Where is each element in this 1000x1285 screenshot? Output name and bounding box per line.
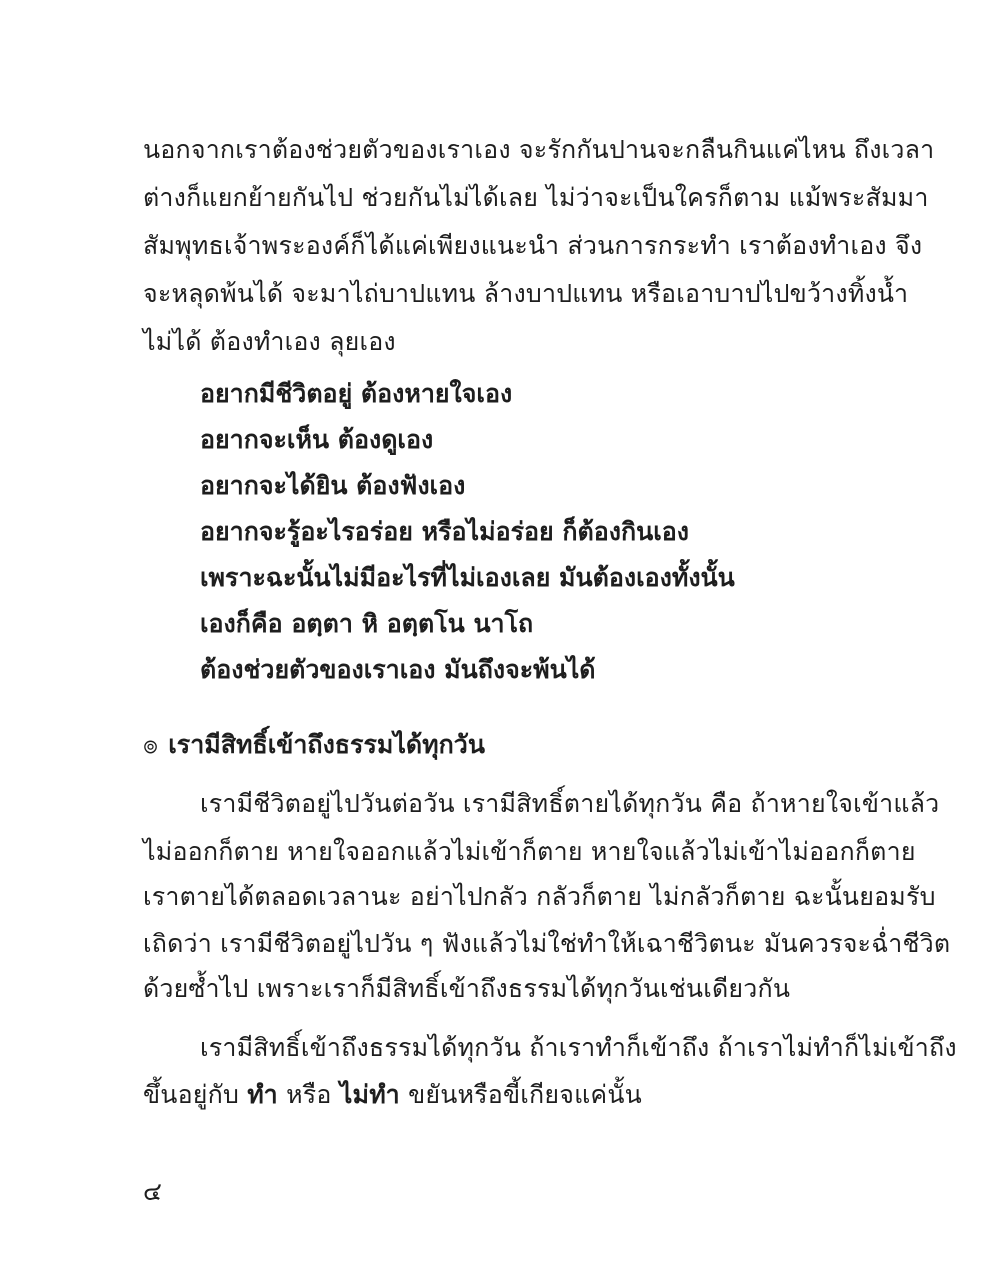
- intro-line-3: สัมพุทธเจ้าพระองค์ก็ได้แค่เพียงแนะนำ ส่วนการกระทำ เราต้องทำเอง จึง: [143, 231, 923, 260]
- paragraph2-suffix: ขยันหรือขี้เกียจแค่นั้น: [399, 1080, 642, 1109]
- intro-line-1: นอกจากเราต้องช่วยตัวของเราเอง จะรักกันปานจะกลืนกินแค่ไหน ถึงเวลา: [143, 135, 935, 164]
- intro-line-4: จะหลุดพ้นได้ จะมาไถ่บาปแทน ล้างบาปแทน หรือเอาบาปไปขว้างทิ้งน้ำ: [143, 279, 909, 308]
- page-number: ๔: [143, 1177, 162, 1206]
- paragraph1-line-5: ด้วยซ้ำไป เพราะเราก็มีสิทธิ์เข้าถึงธรรมได้ทุกวันเช่นเดียวกัน: [143, 974, 791, 1003]
- verse-line-3: อยากจะได้ยิน ต้องฟังเอง: [200, 471, 466, 500]
- intro-line-5: ไม่ได้ ต้องทำเอง ลุยเอง: [143, 327, 396, 356]
- paragraph1-line-1: เรามีชีวิตอยู่ไปวันต่อวัน เรามีสิทธิ์ตายได้ทุกวัน คือ ถ้าหายใจเข้าแล้ว: [200, 789, 940, 818]
- paragraph2-prefix: ขึ้นอยู่กับ: [143, 1080, 248, 1109]
- intro-line-2: ต่างก็แยกย้ายกันไป ช่วยกันไม่ได้เลย ไม่ว่าจะเป็นใครก็ตาม แม้พระสัมมา: [143, 183, 929, 212]
- verse-line-4: อยากจะรู้อะไรอร่อย หรือไม่อร่อย ก็ต้องกินเอง: [200, 517, 689, 546]
- paragraph2-bold-do: ทำ: [247, 1080, 278, 1109]
- section-heading: [143, 728, 485, 762]
- paragraph2-line-1: เรามีสิทธิ์เข้าถึงธรรมได้ทุกวัน ถ้าเราทำก็เข้าถึง ถ้าเราไม่ทำก็ไม่เข้าถึง: [200, 1033, 957, 1062]
- paragraph2-line-2: [143, 1078, 642, 1112]
- verse-line-2: อยากจะเห็น ต้องดูเอง: [200, 425, 434, 454]
- verse-line-6: เองก็คือ อตฺตา หิ อตฺตโน นาโถ: [200, 609, 534, 638]
- paragraph1-line-4: เถิดว่า เรามีชีวิตอยู่ไปวัน ๆ ฟังแล้วไม่ใช่ทำให้เฉาชีวิตนะ มันควรจะฉ่ำชีวิต: [143, 929, 951, 958]
- section-bullet: ๏: [143, 730, 159, 759]
- verse-line-7: ต้องช่วยตัวของเราเอง มันถึงจะพ้นได้: [200, 655, 596, 684]
- paragraph2-bold-not-do: ไม่ทำ: [339, 1080, 400, 1109]
- paragraph2-middle: หรือ: [277, 1080, 340, 1109]
- paragraph1-line-3: เราตายได้ตลอดเวลานะ อย่าไปกลัว กลัวก็ตาย ไม่กลัวก็ตาย ฉะนั้นยอมรับ: [143, 882, 936, 911]
- verse-line-5: เพราะฉะนั้นไม่มีอะไรที่ไม่เองเลย มันต้องเองทั้งนั้น: [200, 563, 735, 592]
- verse-line-1: อยากมีชีวิตอยู่ ต้องหายใจเอง: [200, 379, 513, 408]
- paragraph1-line-2: ไม่ออกก็ตาย หายใจออกแล้วไม่เข้าก็ตาย หายใจแล้วไม่เข้าไม่ออกก็ตาย: [143, 837, 916, 866]
- section-title: เรามีสิทธิ์เข้าถึงธรรมได้ทุกวัน: [168, 730, 485, 759]
